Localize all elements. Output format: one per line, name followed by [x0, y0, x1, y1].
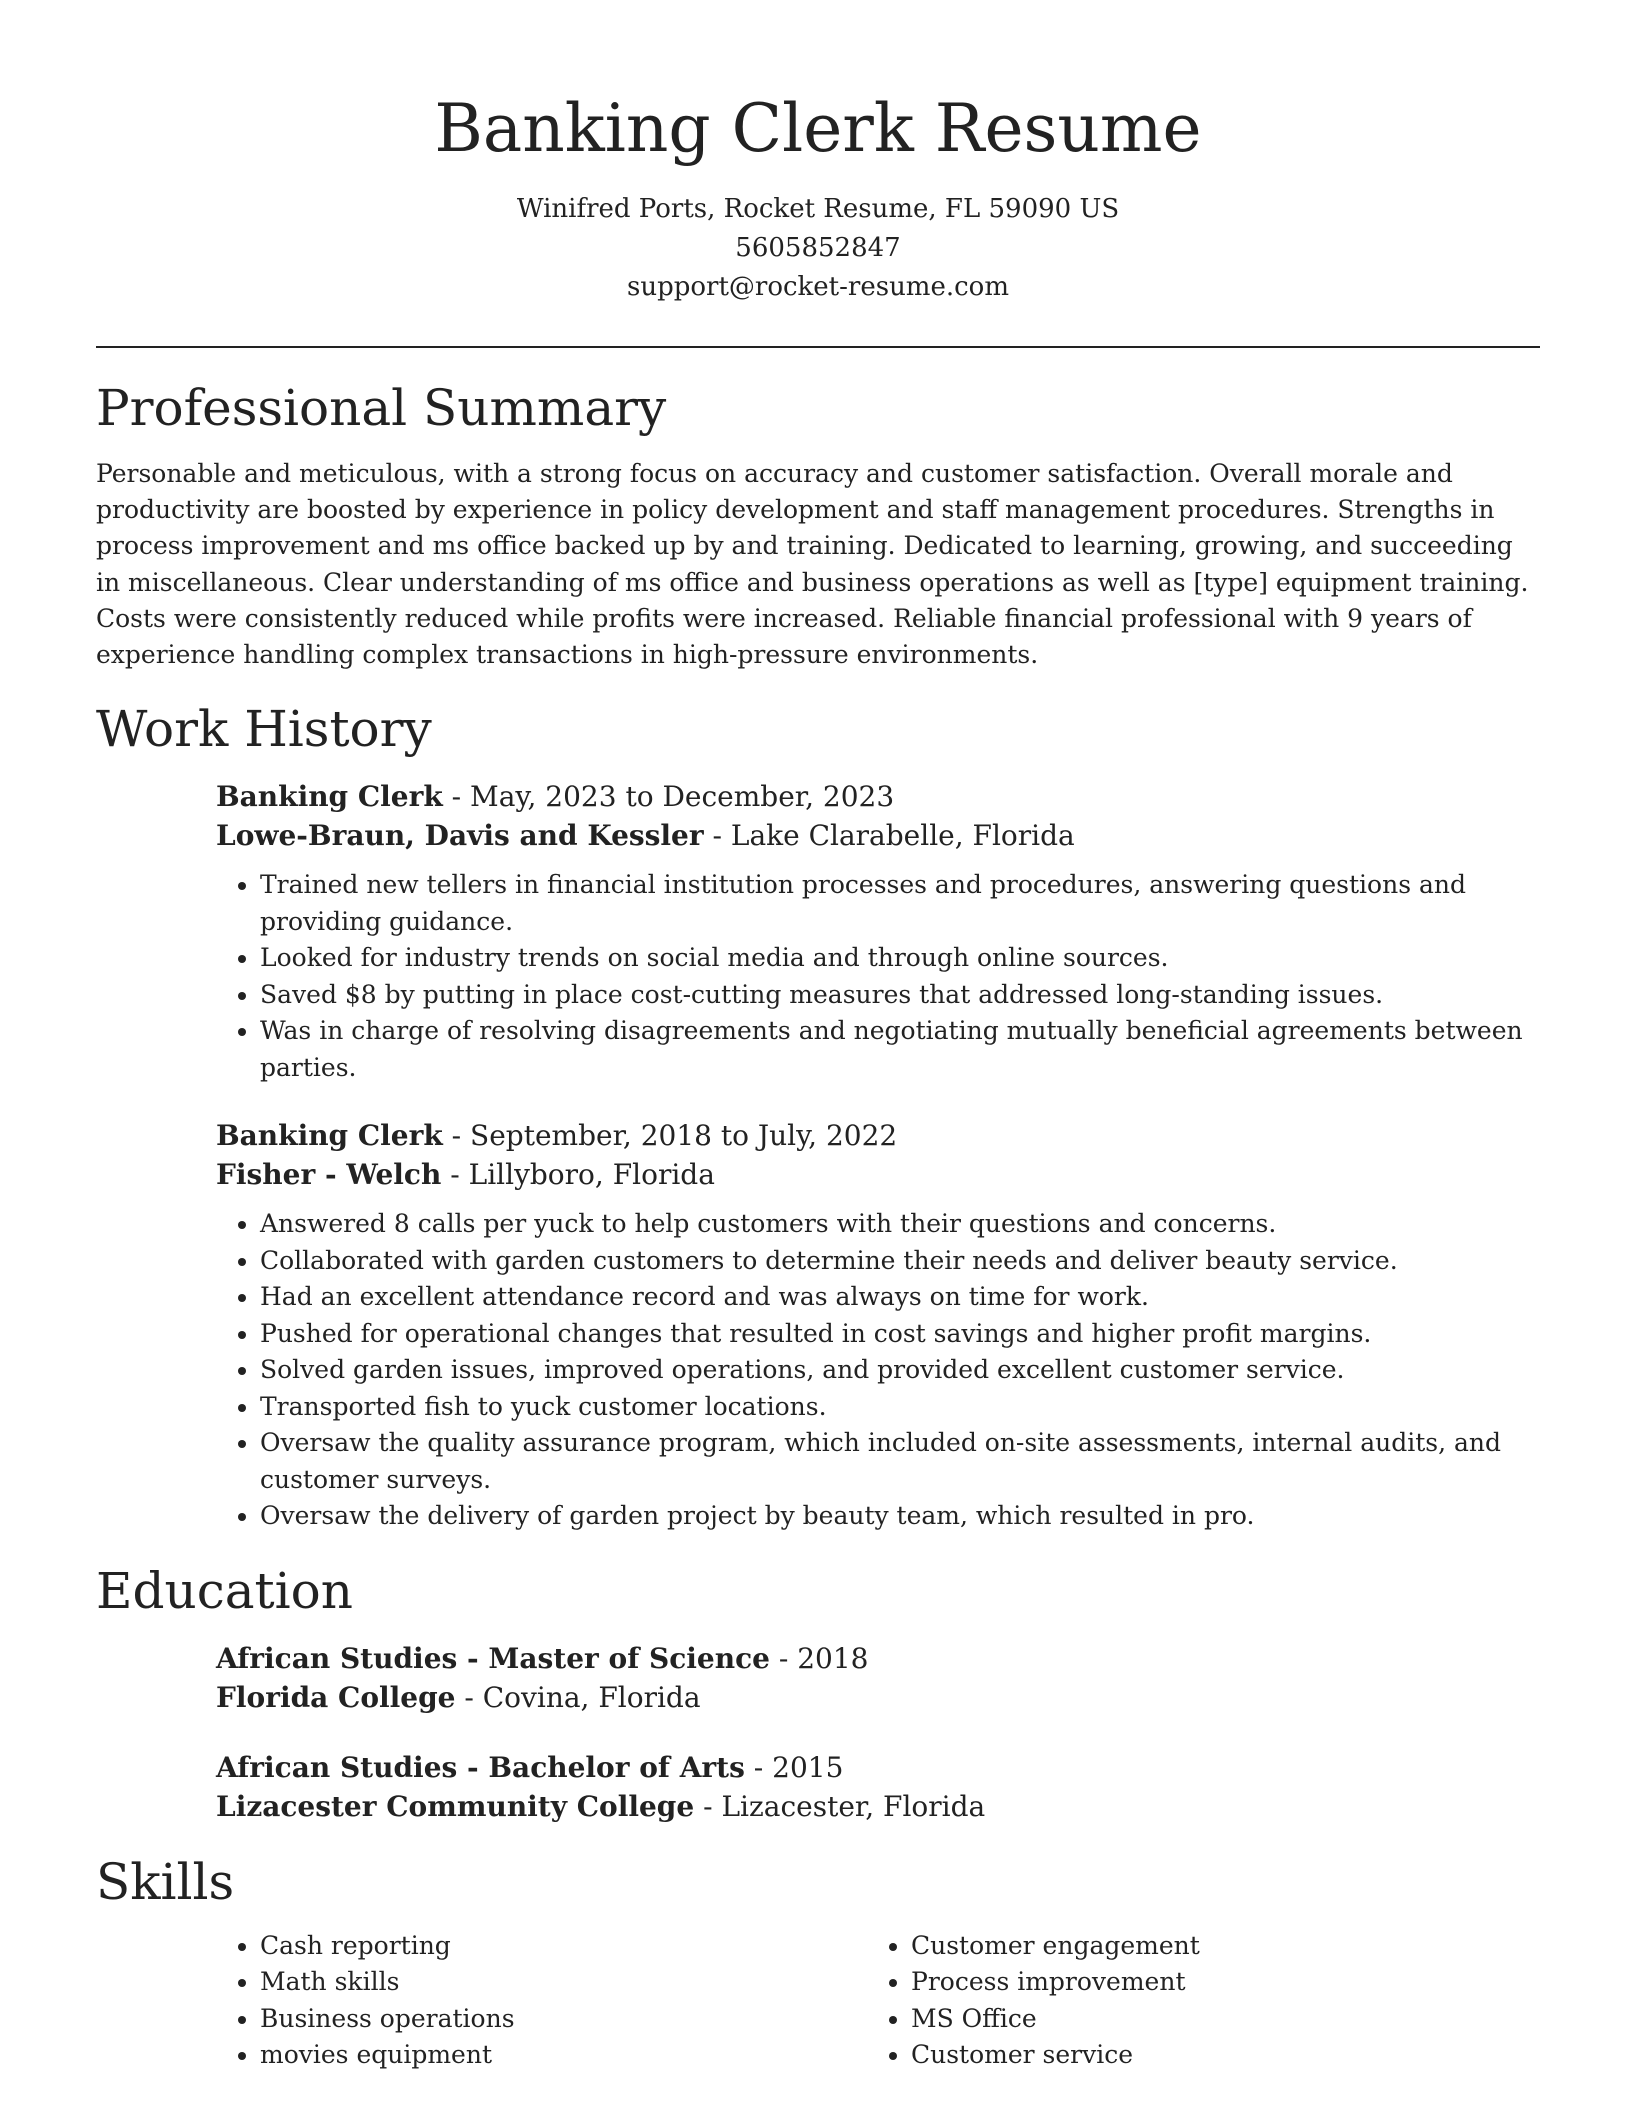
- education-school-line: [216, 1787, 1540, 1826]
- job-bullet: • Transported fish to yuck customer locations.: [260, 1389, 1540, 1426]
- skill-item: • Cash reporting: [260, 1928, 867, 1965]
- job-dates: - September, 2018 to July, 2022: [442, 1119, 898, 1153]
- skills-heading: Skills: [96, 1852, 235, 1911]
- job-bullet: • Oversaw the delivery of garden project by beauty team, which resulted in pro.: [260, 1498, 1540, 1535]
- education-degree-line: [216, 1748, 1540, 1787]
- summary-section: [96, 376, 1540, 673]
- education-section: [96, 1559, 1540, 1826]
- education-location: - Covina, Florida: [455, 1680, 701, 1714]
- skills-column-left: [216, 1928, 867, 2074]
- resume-page: [96, 0, 1540, 2074]
- skills-column-right: [867, 1928, 1518, 2074]
- skill-item: • Math skills: [260, 1964, 867, 2001]
- education-school: Lizacester Community College: [216, 1789, 695, 1823]
- job-company-line: [216, 816, 1540, 855]
- contact-address: Winifred Ports, Rocket Resume, FL 59090 US: [516, 194, 1120, 224]
- skills-section: [96, 1850, 1540, 2074]
- skill-item: • MS Office: [911, 2001, 1518, 2038]
- skill-item: • Process improvement: [911, 1964, 1518, 2001]
- resume-title: Banking Clerk Resume: [434, 90, 1202, 167]
- contact-phone: 5605852847: [735, 233, 901, 263]
- job-entry: [216, 1116, 1540, 1535]
- job-bullet: • Trained new tellers in financial institution processes and procedures, answering questions and providing guidance.: [260, 867, 1540, 940]
- job-bullet: • Pushed for operational changes that resulted in cost savings and higher profit margins.: [260, 1316, 1540, 1353]
- job-bullet: • Oversaw the quality assurance program, which included on-site assessments, internal audits, and customer surveys.: [260, 1425, 1540, 1498]
- job-bullets: [216, 1206, 1540, 1535]
- job-company-line: [216, 1155, 1540, 1194]
- job-bullet: • Looked for industry trends on social media and through online sources.: [260, 940, 1540, 977]
- skill-item: • movies equipment: [260, 2037, 867, 2074]
- education-entry: [216, 1639, 1540, 1717]
- job-company: Lowe-Braun, Davis and Kessler: [216, 819, 704, 853]
- job-entry: [216, 777, 1540, 1086]
- job-title-line: [216, 1116, 1540, 1155]
- job-location: - Lillyboro, Florida: [441, 1158, 715, 1192]
- job-company: Fisher - Welch: [216, 1158, 442, 1192]
- education-degree: African Studies - Master of Science: [216, 1641, 770, 1675]
- work-history-section: [96, 697, 1540, 1535]
- job-title: Banking Clerk: [216, 780, 443, 814]
- summary-heading: Professional Summary: [96, 379, 667, 437]
- education-degree-line: [216, 1639, 1540, 1678]
- education-entry: [216, 1748, 1540, 1826]
- job-title: Banking Clerk: [216, 1119, 443, 1153]
- job-bullet: • Solved garden issues, improved operations, and provided excellent customer service.: [260, 1352, 1540, 1389]
- job-bullet: • Was in charge of resolving disagreements and negotiating mutually beneficial agreements between parties.: [260, 1013, 1540, 1086]
- contact-email: support@rocket-resume.com: [626, 272, 1009, 302]
- job-title-line: [216, 777, 1540, 816]
- skill-item: • Customer engagement: [911, 1928, 1518, 1965]
- education-degree: African Studies - Bachelor of Arts: [216, 1750, 745, 1784]
- skills-list-left: [216, 1928, 867, 2074]
- education-location: - Lizacester, Florida: [694, 1789, 986, 1823]
- job-bullet: • Collaborated with garden customers to determine their needs and deliver beauty service.: [260, 1243, 1540, 1280]
- job-bullet: • Had an excellent attendance record and was always on time for work.: [260, 1279, 1540, 1316]
- education-school-line: [216, 1678, 1540, 1717]
- job-dates: - May, 2023 to December, 2023: [442, 780, 895, 814]
- skills-grid: [216, 1928, 1540, 2074]
- education-year: - 2015: [744, 1750, 844, 1784]
- work-history-heading: Work History: [96, 700, 432, 759]
- skills-list-right: [867, 1928, 1518, 2074]
- job-location: - Lake Clarabelle, Florida: [703, 819, 1075, 853]
- education-heading: Education: [96, 1561, 353, 1620]
- job-bullet: • Answered 8 calls per yuck to help customers with their questions and concerns.: [260, 1206, 1540, 1243]
- skill-item: • Business operations: [260, 2001, 867, 2038]
- resume-header: [96, 0, 1540, 307]
- job-bullet: • Saved $8 by putting in place cost-cutting measures that addressed long-standing issues.: [260, 977, 1540, 1014]
- education-year: - 2018: [769, 1641, 869, 1675]
- skill-item: • Customer service: [911, 2037, 1518, 2074]
- summary-text: Personable and meticulous, with a strong focus on accuracy and customer satisfaction. Overall morale and productivity are boosted by experience in policy development and staff management procedures. Strengths in process improvement and ms office backed up by and training. Dedicated to learning, growing, and succeeding in miscellaneous. Clear understanding of ms office and business operations as well as [type] equipment training. Costs were consistently reduced while profits were increased. Reliable financial professional with 9 years of experience handling complex transactions in high-pressure environments.: [96, 459, 1529, 670]
- education-school: Florida College: [216, 1680, 456, 1714]
- job-bullets: [216, 867, 1540, 1086]
- header-divider: [96, 346, 1540, 348]
